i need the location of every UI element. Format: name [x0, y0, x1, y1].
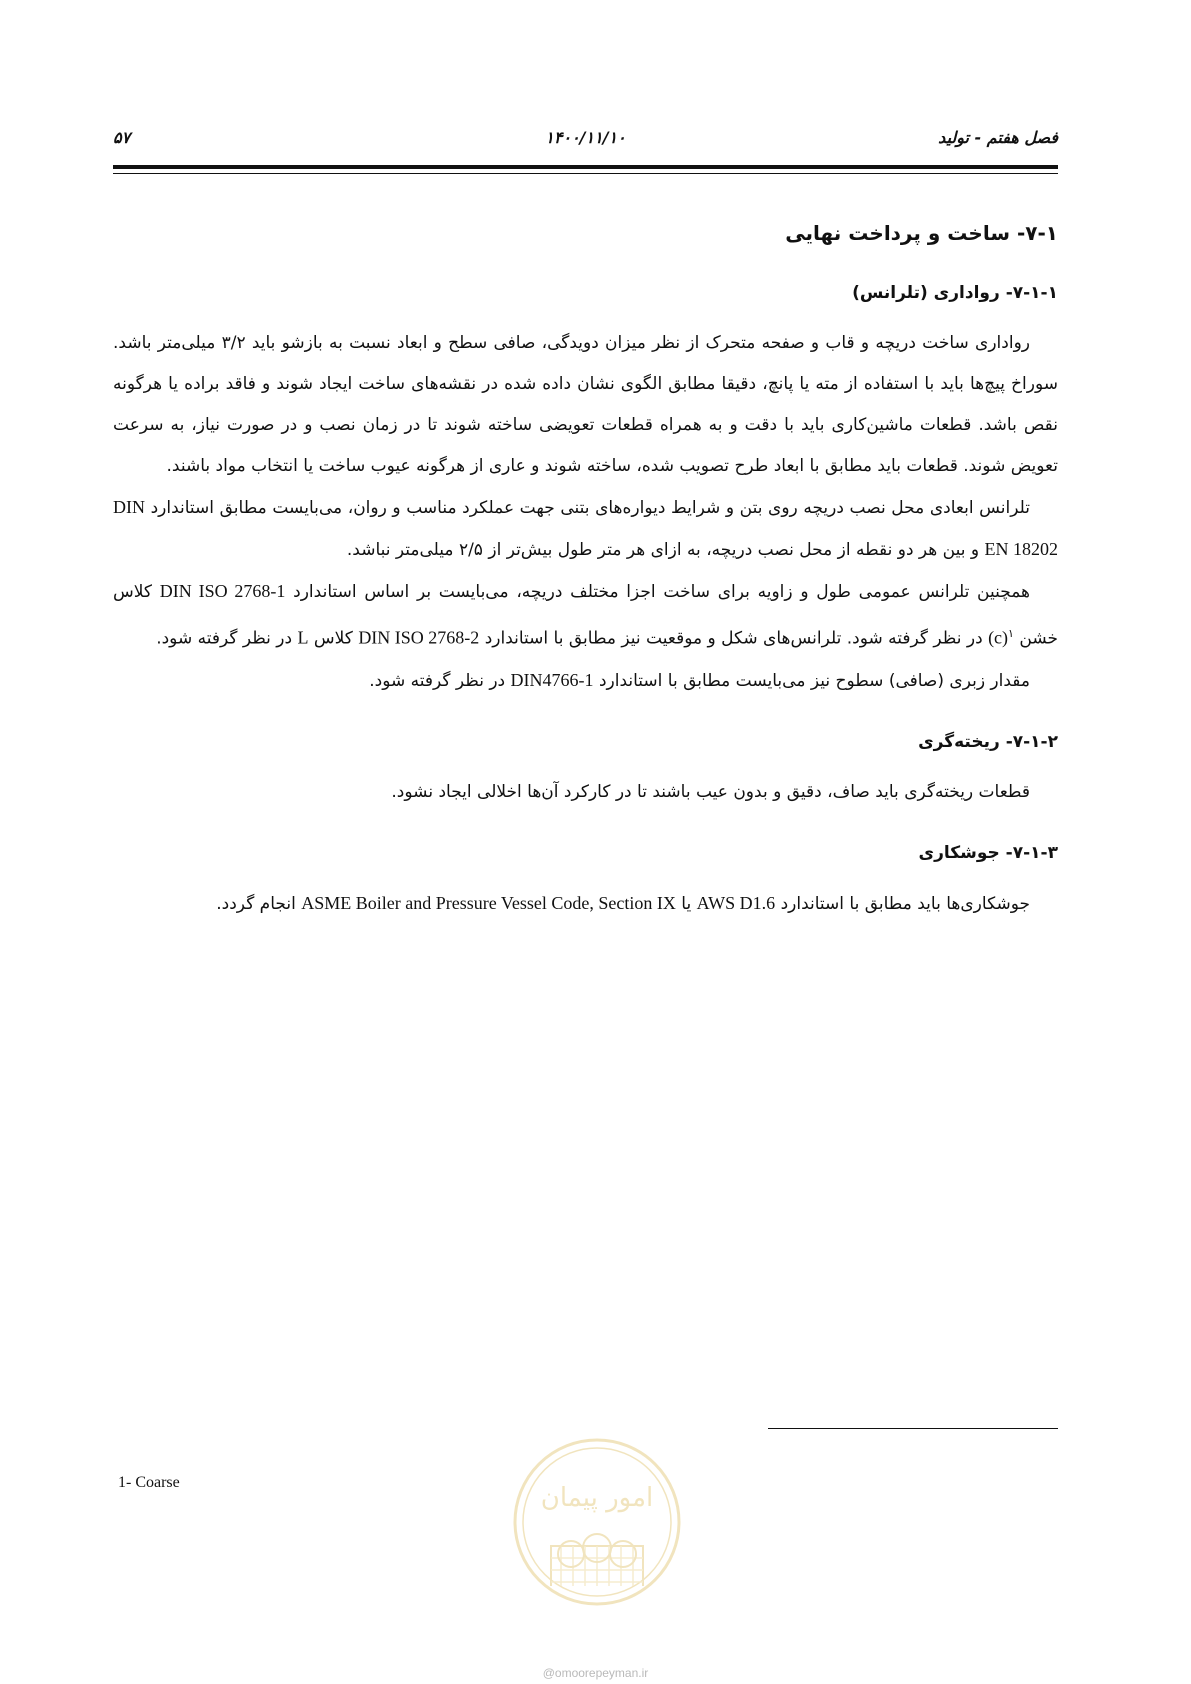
text: در نظر گرفته شود.: [369, 670, 506, 691]
header-rule-thin: [113, 173, 1058, 174]
section-heading: ۷-۱- ساخت و پرداخت نهایی: [785, 221, 1058, 245]
header-date: ۱۴۰۰/۱۱/۱۰: [545, 128, 626, 147]
text: انجام گردد.: [216, 893, 296, 914]
paragraph-tolerance-4: [113, 660, 1058, 702]
standard-code: DIN EN 18202: [113, 497, 1058, 559]
paragraph-tolerance-2: [113, 487, 1058, 571]
text: و بین هر دو نقطه از محل نصب دریچه، به ازای هر متر طول بیش‌تر از ۲/۵ میلی‌متر نباشد.: [346, 540, 980, 560]
paragraph-tolerance-3: [113, 571, 1058, 660]
chapter-title: فصل هفتم - تولید: [938, 128, 1058, 147]
text: در نظر گرفته شود.: [156, 628, 293, 649]
subsection-heading-casting: ۷-۱-۲- ریخته‌گری: [918, 731, 1058, 752]
paragraph-casting: قطعات ریخته‌گری باید صاف، دقیق و بدون عیب باشند تا در کارکرد آن‌ها اخلالی ایجاد نشود.: [391, 781, 1030, 802]
text: مقدار زبری (صافی) سطوح نیز می‌بایست مطابق با استاندارد: [598, 670, 1030, 691]
text: در نظر گرفته شود. تلرانس‌های شکل و موقعیت نیز مطابق با استاندارد: [484, 628, 983, 649]
header-rule-thick: [113, 165, 1058, 169]
standard-code: DIN ISO 2768-2: [358, 627, 480, 648]
watermark-site: @omoorepeyman.ir: [542, 1666, 649, 1680]
class-code: L: [297, 627, 309, 648]
footnote-separator: [768, 1428, 1058, 1429]
subsection-heading-welding: ۷-۱-۳- جوشکاری: [918, 842, 1058, 863]
subsection-heading-tolerance: ۷-۱-۱- رواداری (تلرانس): [852, 283, 1058, 303]
standard-code: DIN ISO 2768-1: [159, 581, 286, 601]
watermark-logo-text: امور پیمان: [540, 1483, 654, 1513]
paragraph-welding: [113, 883, 1058, 925]
standard-code: DIN4766-1: [510, 669, 594, 690]
footnote: 1- Coarse: [118, 1474, 180, 1491]
text: کلاس خشن: [113, 582, 1058, 649]
text: همچنین تلرانس عمومی طول و زاویه برای ساخت اجزا مختلف دریچه، می‌بایست بر اساس استاندارد: [293, 582, 1031, 602]
text: کلاس: [313, 628, 353, 649]
text: جوشکاری‌ها باید مطابق با استاندارد: [780, 893, 1030, 914]
page-header: [113, 128, 1058, 162]
paragraph-tolerance-1: رواداری ساخت دریچه و قاب و صفحه متحرک از نظر میزان دویدگی، صافی سطح و ابعاد نسبت به بازشو باید ۳/۲ میلی‌متر باشد. سوراخ پیچ‌ها باید با استفاده از مته یا پانچ، دقیقا مطابق الگوی نشان داده شده در نقشه‌های ساخت ایجاد شوند و فاقد براده یا هرگونه نقص باشد. قطعات ماشین‌کاری باید با دقت و به همراه قطعات تعویضی ساخته شوند تا در زمان نصب و در صورت نیاز، به سرعت تعویض شوند. قطعات باید مطابق با ابعاد طرح تصویب شده، ساخته شوند و عاری از هرگونه عیوب ساخت یا انتخاب مواد باشند.: [113, 333, 1058, 476]
standard-code: ASME Boiler and Pressure Vessel Code, Section IX: [301, 892, 676, 913]
footnote-marker: ۱: [1008, 627, 1014, 640]
class-code: (c): [988, 627, 1009, 648]
watermark-logo: [511, 1436, 683, 1656]
text: یا: [681, 893, 692, 914]
standard-code: AWS D1.6: [696, 892, 776, 913]
page-number: ۵۷: [113, 128, 131, 147]
text: تلرانس ابعادی محل نصب دریچه روی بتن و شرایط دیواره‌های بتنی جهت عملکرد مناسب و روان، می‌بایست مطابق استاندارد: [150, 498, 1030, 518]
document-body: [113, 215, 1058, 925]
